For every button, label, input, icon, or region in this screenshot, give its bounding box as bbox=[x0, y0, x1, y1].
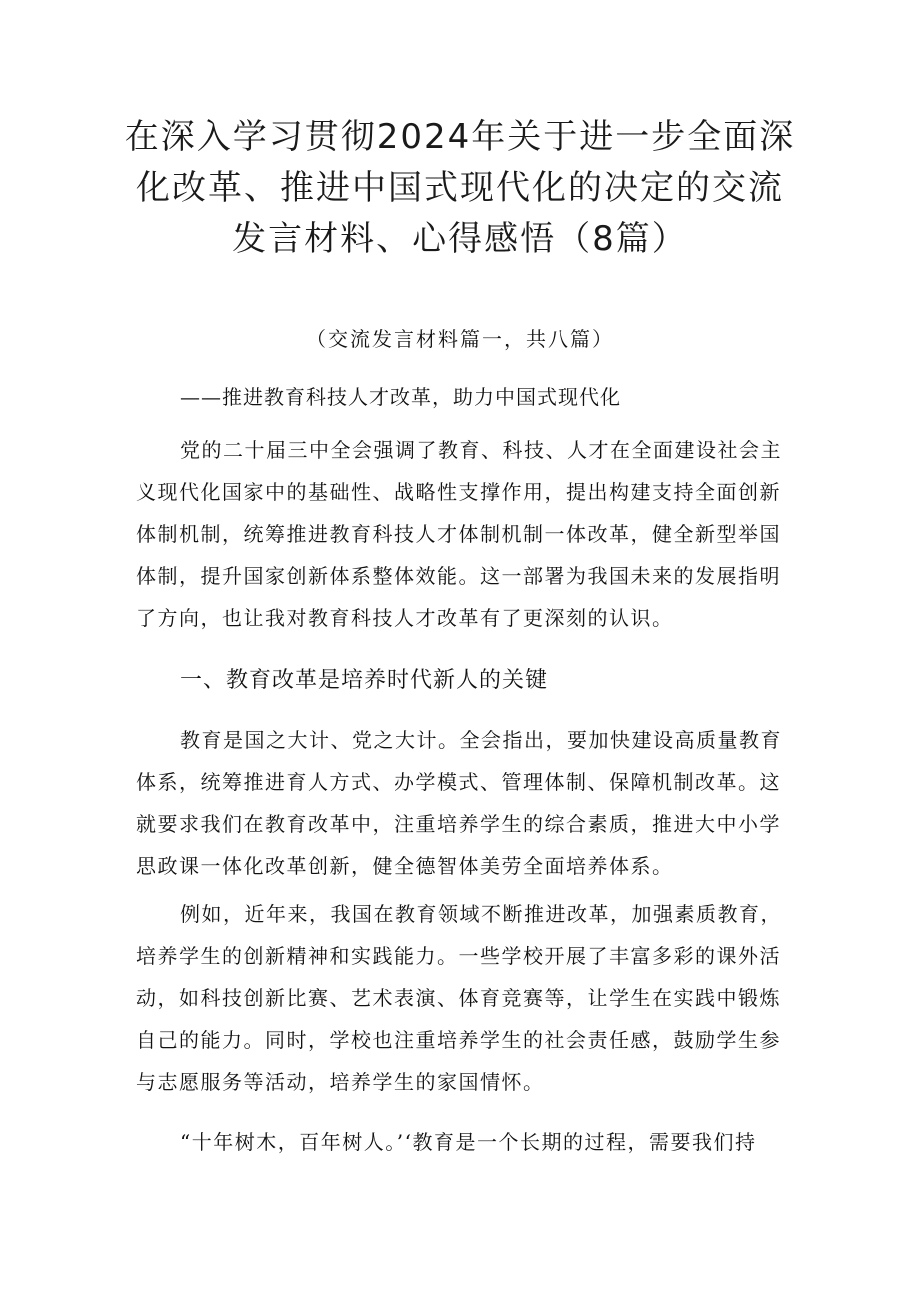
paragraph-line: 体制，提升国家创新体系整体效能。这一部署为我国未来的发展指明 bbox=[136, 564, 781, 588]
paragraph-line: 义现代化国家中的基础性、战略性支撑作用，提出构建支持全面创新 bbox=[136, 480, 781, 504]
paragraph-intro bbox=[136, 429, 782, 639]
paragraph-quote bbox=[136, 1121, 756, 1163]
paragraph-line: 培养学生的创新精神和实践能力。一些学校开展了丰富多彩的课外活 bbox=[136, 944, 781, 968]
paragraph-line: 例如，近年来，我国在教育领域不断推进改革，加强素质教育， bbox=[180, 902, 782, 926]
paragraph-line: 与志愿服务等活动，培养学生的家国情怀。 bbox=[136, 1070, 545, 1094]
paragraph-education-reform bbox=[136, 719, 782, 887]
paragraph-line: “十年树木，百年树人。’‘教育是一个长期的过程，需要我们持 bbox=[180, 1130, 757, 1154]
document-title bbox=[120, 112, 800, 265]
title-line: 化改革、推进中国式现代化的决定的交流 bbox=[136, 168, 784, 208]
paragraph-line: 体系，统筹推进育人方式、办学模式、管理体制、保障机制改革。这 bbox=[136, 770, 781, 794]
paragraph-line: 就要求我们在教育改革中，注重培养学生的综合素质，推进大中小学 bbox=[136, 812, 781, 836]
paragraph-line: 党的二十届三中全会强调了教育、科技、人才在全面建设社会主 bbox=[180, 438, 782, 462]
section-heading: 一、教育改革是培养时代新人的关键 bbox=[180, 668, 549, 693]
article-subtitle: （交流发言材料篇一，共八篇） bbox=[306, 327, 614, 351]
paragraph-example bbox=[136, 893, 782, 1103]
paragraph-line: 思政课一体化改革创新，健全德智体美劳全面培养体系。 bbox=[136, 854, 674, 878]
title-line: 发言材料、心得感悟（8篇） bbox=[232, 219, 688, 259]
paragraph-line: 动，如科技创新比赛、艺术表演、体育竞赛等，让学生在实践中锻炼 bbox=[136, 986, 781, 1010]
paragraph-line: 体制机制，统筹推进教育科技人才体制机制一体改革，健全新型举国 bbox=[136, 522, 781, 546]
article-theme-line: ——推进教育科技人才改革，助力中国式现代化 bbox=[180, 385, 621, 409]
paragraph-line: 自己的能力。同时，学校也注重培养学生的社会责任感，鼓励学生参 bbox=[136, 1028, 781, 1052]
title-line: 在深入学习贯彻2024年关于进一步全面深 bbox=[124, 117, 796, 157]
paragraph-line: 了方向，也让我对教育科技人才改革有了更深刻的认识。 bbox=[136, 606, 674, 630]
paragraph-line: 教育是国之大计、党之大计。全会指出，要加快建设高质量教育 bbox=[180, 728, 782, 752]
